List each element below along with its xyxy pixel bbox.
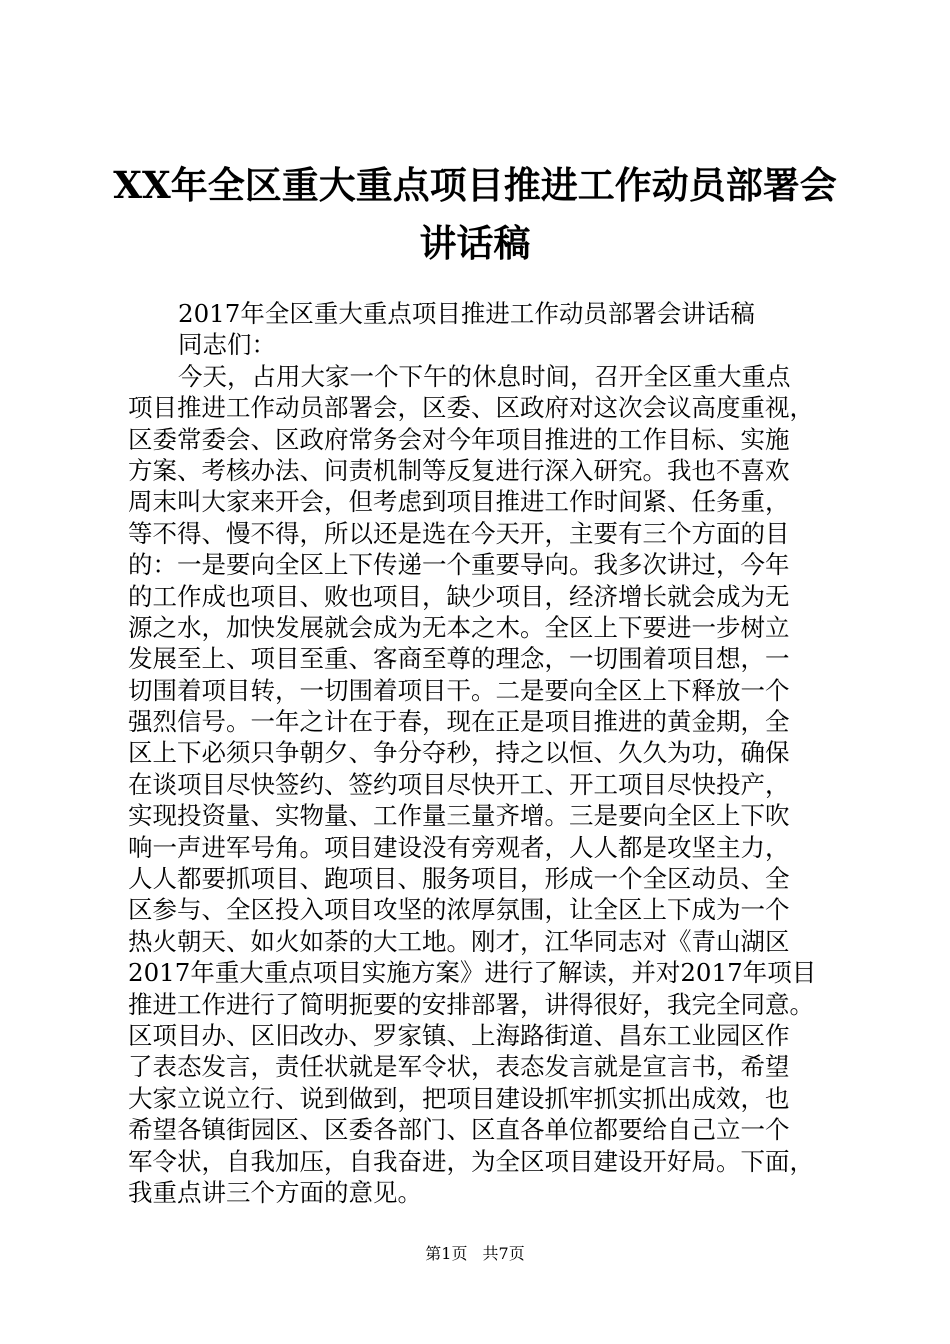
paragraph-line: 2017年重大重点项目实施方案》进行了解读，并对2017年项目 — [128, 958, 817, 988]
paragraph-line: 军令状，自我加压，自我奋进，为全区项目建设开好局。下面， — [128, 1146, 814, 1176]
page-total: 共7页 — [482, 1244, 525, 1263]
paragraph-line: 在谈项目尽快签约、签约项目尽快开工、开工项目尽快投产， — [128, 769, 790, 799]
paragraph-line: 区参与、全区投入项目攻坚的浓厚氛围，让全区上下成为一个 — [128, 895, 790, 925]
document-body — [128, 298, 848, 1208]
paragraph-line: 等不得、慢不得，所以还是选在今天开，主要有三个方面的目 — [128, 518, 790, 548]
paragraph-line: 强烈信号。一年之计在于春，现在正是项目推进的黄金期，全 — [128, 707, 790, 737]
document-subtitle: 2017年全区重大重点项目推进工作动员部署会讲话稿 — [178, 299, 755, 328]
paragraph-line: 希望各镇街园区、区委各部门、区直各单位都要给自己立一个 — [128, 1115, 790, 1145]
paragraph-line: 的工作成也项目、败也项目，缺少项目，经济增长就会成为无 — [128, 581, 790, 611]
paragraph-line: 周末叫大家来开会，但考虑到项目推进工作时间紧、任务重， — [128, 487, 790, 517]
document-title-line2: 讲话稿 — [419, 221, 531, 265]
page-footer — [0, 1244, 950, 1264]
paragraph-line: 区上下必须只争朝夕、争分夺秒，持之以恒、久久为功，确保 — [128, 738, 790, 768]
speech-paragraph — [128, 361, 848, 1209]
salutation: 同志们： — [178, 330, 276, 360]
paragraph-line: 我重点讲三个方面的意见。 — [128, 1177, 422, 1207]
paragraph-line: 项目推进工作动员部署会，区委、区政府对这次会议高度重视， — [128, 393, 814, 423]
paragraph-line: 的：一是要向全区上下传递一个重要导向。我多次讲过，今年 — [128, 550, 790, 580]
paragraph-line: 切围着项目转，一切围着项目干。二是要向全区上下释放一个 — [128, 675, 790, 705]
paragraph-line: 区项目办、区旧改办、罗家镇、上海路街道、昌东工业园区作 — [128, 1020, 790, 1050]
paragraph-line: 源之水，加快发展就会成为无本之木。全区上下要进一步树立 — [128, 612, 790, 642]
paragraph-line: 今天，占用大家一个下午的休息时间，召开全区重大重点 — [178, 361, 791, 391]
paragraph-line: 发展至上、项目至重、客商至尊的理念，一切围着项目想，一 — [128, 644, 790, 674]
paragraph-line: 了表态发言，责任状就是军令状，表态发言就是宣言书，希望 — [128, 1052, 790, 1082]
paragraph-line: 人人都要抓项目、跑项目、服务项目，形成一个全区动员、全 — [128, 864, 790, 894]
paragraph-line: 实现投资量、实物量、工作量三量齐增。三是要向全区上下吹 — [128, 801, 790, 831]
paragraph-line: 响一声进军号角。项目建设没有旁观者，人人都是攻坚主力， — [128, 832, 790, 862]
paragraph-line: 方案、考核办法、问责机制等反复进行深入研究。我也不喜欢 — [128, 455, 790, 485]
paragraph-line: 区委常委会、区政府常务会对今年项目推进的工作目标、实施 — [128, 424, 790, 454]
paragraph-line: 热火朝天、如火如荼的大工地。刚才，江华同志对《青山湖区 — [128, 926, 790, 956]
paragraph-line: 推进工作进行了简明扼要的安排部署，讲得很好，我完全同意。 — [128, 989, 814, 1019]
paragraph-line: 大家立说立行、说到做到，把项目建设抓牢抓实抓出成效，也 — [128, 1083, 790, 1113]
document-title-line1: XX年全区重大重点项目推进工作动员部署会 — [113, 163, 837, 207]
page-number: 第1页 — [425, 1244, 468, 1263]
